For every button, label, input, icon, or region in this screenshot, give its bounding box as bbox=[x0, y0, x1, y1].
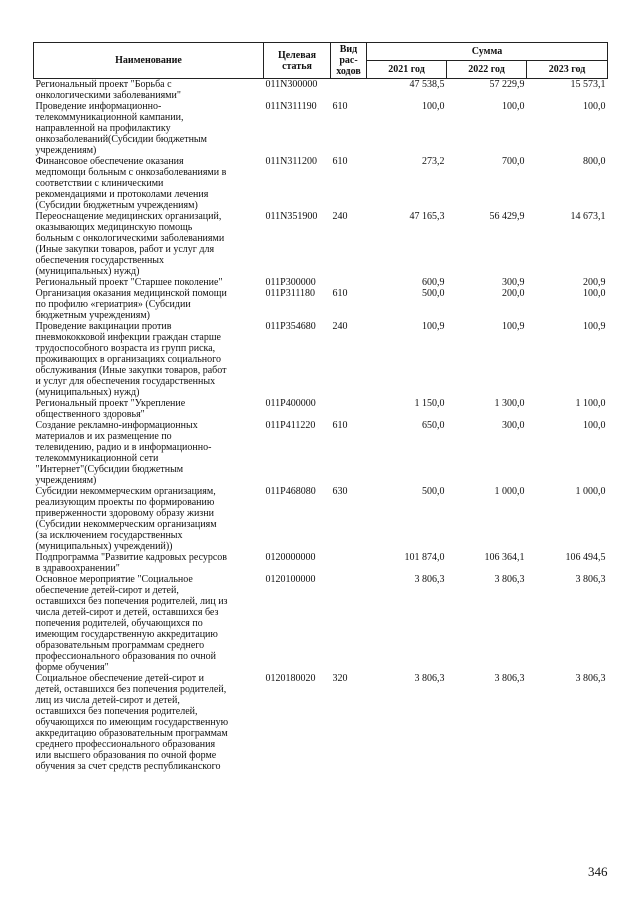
row-kind: 610 bbox=[332, 288, 348, 299]
row-value-2021: 500,0 bbox=[422, 288, 445, 299]
row-value-2023: 1 000,0 bbox=[575, 486, 606, 497]
row-value-2021: 3 806,3 bbox=[414, 673, 445, 684]
row-code: 011P400000 bbox=[265, 398, 316, 409]
row-name: Региональный проект "Борьба с онкологическими заболеваниями" bbox=[35, 79, 181, 101]
row-kind: 610 bbox=[332, 101, 348, 112]
row-value-2023: 800,0 bbox=[583, 156, 606, 167]
row-value-2021: 47 538,5 bbox=[409, 79, 445, 90]
table-row bbox=[34, 101, 608, 156]
header-sum: Сумма bbox=[367, 43, 608, 61]
row-value-2021: 600,9 bbox=[422, 277, 445, 288]
row-name: Региональный проект "Старшее поколение" bbox=[35, 277, 223, 288]
row-value-2023: 200,9 bbox=[583, 277, 606, 288]
table-row bbox=[34, 574, 608, 673]
row-value-2022: 300,0 bbox=[502, 420, 525, 431]
row-kind: 240 bbox=[332, 321, 348, 332]
row-name: Создание рекламно-информационных материалов и их размещение по телевидению, радио и в информационно- телекоммуникационной сети "Интернет"(Субсидии бюджетным учреждениям) bbox=[35, 420, 212, 486]
row-code: 011P411220 bbox=[265, 420, 316, 431]
row-value-2022: 1 300,0 bbox=[494, 398, 525, 409]
row-name: Подпрограмма "Развитие кадровых ресурсов в здравоохранении" bbox=[35, 552, 228, 574]
row-kind: 630 bbox=[332, 486, 348, 497]
row-kind: 610 bbox=[332, 156, 348, 167]
row-value-2021: 100,9 bbox=[422, 321, 445, 332]
row-value-2022: 200,0 bbox=[502, 288, 525, 299]
table-row bbox=[34, 486, 608, 552]
header-code: Целевая статья bbox=[264, 43, 331, 79]
row-value-2022: 3 806,3 bbox=[494, 574, 525, 585]
row-value-2023: 1 100,0 bbox=[575, 398, 606, 409]
row-value-2021: 1 150,0 bbox=[414, 398, 445, 409]
row-value-2022: 106 364,1 bbox=[484, 552, 525, 563]
row-value-2022: 300,9 bbox=[502, 277, 525, 288]
row-value-2022: 57 229,9 bbox=[489, 79, 525, 90]
page-number: 346 bbox=[588, 864, 608, 879]
row-value-2022: 700,0 bbox=[502, 156, 525, 167]
row-name: Субсидии некоммерческим организациям, реализующим проекты по формированию приверженности здоровому образу жизни (Субсидии некоммерческим организациям (за исключением государственных (муниципальных) учреждений)) bbox=[35, 486, 217, 552]
table-row bbox=[34, 288, 608, 321]
table-row bbox=[34, 156, 608, 211]
row-code: 011N351900 bbox=[265, 211, 318, 222]
header-year-2021: 2021 год bbox=[367, 61, 447, 79]
table-row bbox=[34, 321, 608, 398]
row-value-2022: 100,0 bbox=[502, 101, 525, 112]
row-code: 0120100000 bbox=[265, 574, 316, 585]
row-code: 011N311190 bbox=[265, 101, 317, 112]
row-kind: 610 bbox=[332, 420, 348, 431]
header-year-2023: 2023 год bbox=[527, 61, 608, 79]
row-value-2021: 47 165,3 bbox=[409, 211, 445, 222]
row-value-2021: 650,0 bbox=[422, 420, 445, 431]
row-value-2021: 3 806,3 bbox=[414, 574, 445, 585]
row-value-2023: 3 806,3 bbox=[575, 574, 606, 585]
row-code: 0120180020 bbox=[265, 673, 316, 684]
row-value-2021: 101 874,0 bbox=[404, 552, 445, 563]
table-row bbox=[34, 420, 608, 486]
row-code: 011N311200 bbox=[265, 156, 317, 167]
row-value-2023: 100,9 bbox=[583, 321, 606, 332]
row-value-2023: 100,0 bbox=[583, 101, 606, 112]
row-code: 011P468080 bbox=[265, 486, 316, 497]
table-row bbox=[34, 552, 608, 574]
row-value-2023: 106 494,5 bbox=[565, 552, 606, 563]
row-kind bbox=[331, 277, 367, 288]
header-year-2022: 2022 год bbox=[447, 61, 527, 79]
table-row bbox=[34, 277, 608, 288]
row-code: 0120000000 bbox=[265, 552, 316, 563]
row-kind bbox=[331, 398, 367, 420]
row-code: 011P300000 bbox=[265, 277, 316, 288]
header-name: Наименование bbox=[34, 43, 264, 79]
row-name: Финансовое обеспечение оказания медпомощи больным с онкозаболеваниями в соответствии с клиническими рекомендациями и протоколами лечения (Субсидии бюджетным учреждениям) bbox=[35, 156, 227, 211]
row-value-2023: 14 673,1 bbox=[570, 211, 606, 222]
row-kind: 320 bbox=[332, 673, 348, 684]
row-value-2022: 3 806,3 bbox=[494, 673, 525, 684]
row-value-2022: 100,9 bbox=[502, 321, 525, 332]
row-value-2023: 3 806,3 bbox=[575, 673, 606, 684]
row-value-2021: 273,2 bbox=[422, 156, 445, 167]
row-kind bbox=[331, 552, 367, 574]
table-row bbox=[34, 211, 608, 277]
row-name: Переоснащение медицинских организаций, оказывающих медицинскую помощь больным с онкологическими заболеваниями (Иные закупки товаров, работ и услуг для обеспечения государственных (муниципальных) нужд) bbox=[35, 211, 225, 277]
header-kind: Вид рас-ходов bbox=[331, 43, 367, 79]
table-row bbox=[34, 79, 608, 102]
row-value-2023: 100,0 bbox=[583, 420, 606, 431]
row-value-2022: 1 000,0 bbox=[494, 486, 525, 497]
row-name: Основное мероприятие "Социальное обеспечение детей-сирот и детей, оставшихся без попечения родителей, лиц из числа детей-сирот и детей, оставшихся без попечения родителей, обучающихся по имеющим государственную аккредитацию образовательным программам среднего профессионального образования по очной форме обучения" bbox=[35, 574, 228, 673]
row-kind bbox=[331, 574, 367, 673]
row-code: 011P311180 bbox=[265, 288, 315, 299]
row-name: Проведение вакцинации против пневмококковой инфекции граждан старше трудоспособного возраста из групп риска, проживающих в организациях социального обслуживания (Иные закупки товаров, работ и услуг для обеспечения государственных (муниципальных) нужд) bbox=[35, 321, 227, 398]
table-row bbox=[34, 398, 608, 420]
row-value-2022: 56 429,9 bbox=[489, 211, 525, 222]
row-name: Социальное обеспечение детей-сирот и детей, оставшихся без попечения родителей, лиц из числа детей-сирот и детей, оставшихся без попечения родителей, обучающихся по имеющим государственную аккредитацию образовательным программам среднего профессионального образования или высшего образования по очной форме обучения за счет средств республиканского bbox=[35, 673, 229, 772]
table-row bbox=[34, 673, 608, 772]
row-value-2023: 15 573,1 bbox=[570, 79, 606, 90]
row-kind: 240 bbox=[332, 211, 348, 222]
row-name: Организация оказания медицинской помощи по профилю «гериатрия» (Субсидии бюджетным учреждениям) bbox=[35, 288, 227, 321]
row-code: 011P354680 bbox=[265, 321, 316, 332]
budget-table bbox=[33, 42, 608, 772]
row-code: 011N300000 bbox=[265, 79, 318, 90]
row-value-2023: 100,0 bbox=[583, 288, 606, 299]
row-kind bbox=[331, 79, 367, 102]
row-name: Региональный проект "Укрепление общественного здоровья" bbox=[35, 398, 186, 420]
row-value-2021: 500,0 bbox=[422, 486, 445, 497]
row-value-2021: 100,0 bbox=[422, 101, 445, 112]
row-name: Проведение информационно- телекоммуникационной кампании, направленной на профилактику онкозаболеваний(Субсидии бюджетным учреждениям) bbox=[35, 101, 207, 156]
